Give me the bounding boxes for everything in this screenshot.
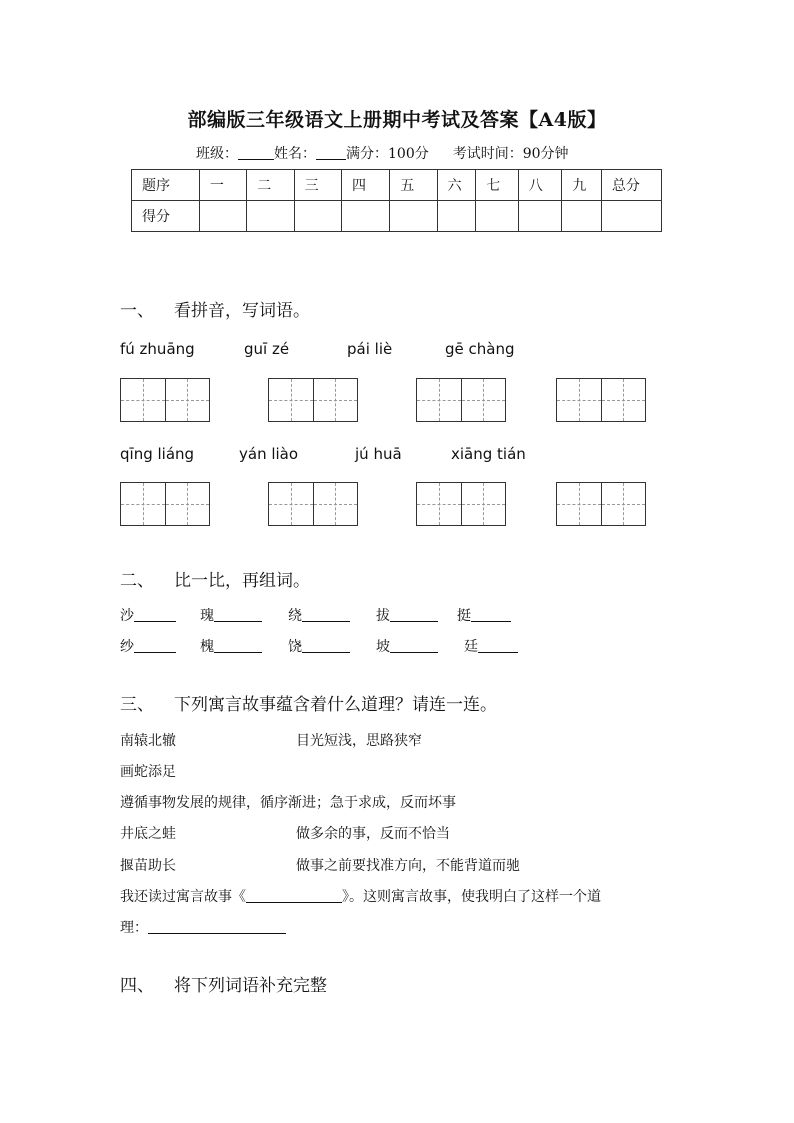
table-row — [132, 201, 662, 232]
table-cell: 八 — [518, 170, 561, 201]
table-cell: 四 — [341, 170, 389, 201]
compare-char: 挺 — [457, 605, 511, 625]
fable-name[interactable]: 揠苗助长 — [120, 858, 176, 874]
section-title: 比一比，再组词。 — [174, 571, 310, 591]
writing-grid[interactable] — [268, 482, 358, 526]
pinyin-label: guī zé — [244, 340, 290, 358]
table-cell: 一 — [199, 170, 246, 201]
section-1-heading — [120, 296, 310, 321]
table-row — [132, 170, 662, 201]
pinyin-label: pái liè — [347, 340, 393, 358]
class-blank[interactable] — [238, 145, 274, 160]
answer-blank[interactable] — [471, 607, 511, 622]
pinyin-label: yán liào — [239, 445, 299, 463]
score-cell[interactable] — [601, 201, 661, 232]
section-title: 将下列词语补充完整 — [174, 976, 327, 996]
compare-char: 槐 — [200, 636, 262, 656]
section-number: 二、 — [120, 571, 154, 591]
writing-grid[interactable] — [416, 378, 506, 422]
pinyin-label: jú huā — [355, 445, 402, 463]
score-cell[interactable] — [518, 201, 561, 232]
table-cell: 七 — [476, 170, 519, 201]
table-cell: 题序 — [132, 170, 200, 201]
compare-char: 纱 — [120, 636, 176, 656]
table-cell: 得分 — [132, 201, 200, 232]
writing-grid[interactable] — [120, 378, 210, 422]
writing-grid[interactable] — [556, 378, 646, 422]
table-cell: 五 — [390, 170, 437, 201]
fable-moral[interactable]: 做事之前要找准方向，不能背道而驰 — [296, 858, 520, 874]
answer-blank[interactable] — [214, 638, 262, 653]
table-cell: 二 — [247, 170, 294, 201]
answer-blank[interactable] — [478, 638, 518, 653]
fable-moral[interactable]: 遵循事物发展的规律，循序渐进；急于求成，反而坏事 — [120, 795, 456, 811]
section-3-heading — [120, 690, 497, 715]
score-cell[interactable] — [341, 201, 389, 232]
compare-char: 沙 — [120, 605, 176, 625]
fable-moral[interactable]: 目光短浅，思路狭窄 — [296, 733, 422, 749]
fable-moral[interactable]: 做多余的事，反而不恰当 — [296, 826, 450, 842]
compare-char: 拔 — [376, 605, 438, 625]
score-cell[interactable] — [199, 201, 246, 232]
writing-grid[interactable] — [556, 482, 646, 526]
score-cell[interactable] — [562, 201, 602, 232]
reason-blank[interactable] — [148, 919, 286, 934]
compare-char: 坡 — [376, 636, 438, 656]
writing-grid[interactable] — [120, 482, 210, 526]
fable-title-blank[interactable] — [246, 888, 342, 903]
answer-blank[interactable] — [134, 638, 176, 653]
section-4-heading — [120, 971, 327, 996]
page-title: 部编版三年级语文上册期中考试及答案【A4版】 — [187, 109, 607, 131]
score-cell[interactable] — [437, 201, 476, 232]
writing-grid[interactable] — [268, 378, 358, 422]
compare-char: 绕 — [288, 605, 350, 625]
section-title: 看拼音，写词语。 — [174, 301, 310, 321]
reason-line: 理： — [120, 917, 286, 937]
exam-time: 考试时间：90分钟 — [452, 146, 569, 162]
pinyin-label: gē chàng — [445, 340, 515, 358]
section-number: 一、 — [120, 301, 154, 321]
fable-name[interactable]: 南辕北辙 — [120, 733, 176, 749]
name-label: 姓名： — [274, 146, 316, 162]
answer-blank[interactable] — [134, 607, 176, 622]
fable-name[interactable]: 井底之蛙 — [120, 826, 176, 842]
answer-blank[interactable] — [214, 607, 262, 622]
section-number: 三、 — [120, 695, 154, 715]
section-2-heading — [120, 566, 310, 591]
answer-blank[interactable] — [390, 607, 438, 622]
compare-char: 饶 — [288, 636, 350, 656]
table-cell: 总分 — [601, 170, 661, 201]
compare-char: 瑰 — [200, 605, 262, 625]
section-title: 下列寓言故事蕴含着什么道理？请连一连。 — [174, 695, 497, 715]
writing-grid[interactable] — [416, 482, 506, 526]
table-cell: 六 — [437, 170, 476, 201]
answer-blank[interactable] — [302, 607, 350, 622]
score-cell[interactable] — [247, 201, 294, 232]
class-label: 班级： — [196, 146, 238, 162]
answer-blank[interactable] — [302, 638, 350, 653]
score-table — [131, 169, 662, 232]
score-cell[interactable] — [390, 201, 437, 232]
compare-char: 廷 — [464, 636, 518, 656]
fable-name[interactable]: 画蛇添足 — [120, 764, 176, 780]
answer-blank[interactable] — [390, 638, 438, 653]
score-cell[interactable] — [294, 201, 341, 232]
table-cell: 九 — [562, 170, 602, 201]
section-number: 四、 — [120, 976, 154, 996]
exam-info — [196, 143, 569, 163]
table-cell: 三 — [294, 170, 341, 201]
pinyin-label: fú zhuāng — [120, 340, 195, 358]
pinyin-label: xiāng tián — [451, 445, 526, 463]
extra-reading-line: 我还读过寓言故事《 》。这则寓言故事，使我明白了这样一个道 — [120, 889, 601, 905]
score-cell[interactable] — [476, 201, 519, 232]
pinyin-label: qīng liáng — [120, 445, 195, 463]
name-blank[interactable] — [316, 145, 346, 160]
full-score: 满分：100分 — [346, 146, 429, 162]
